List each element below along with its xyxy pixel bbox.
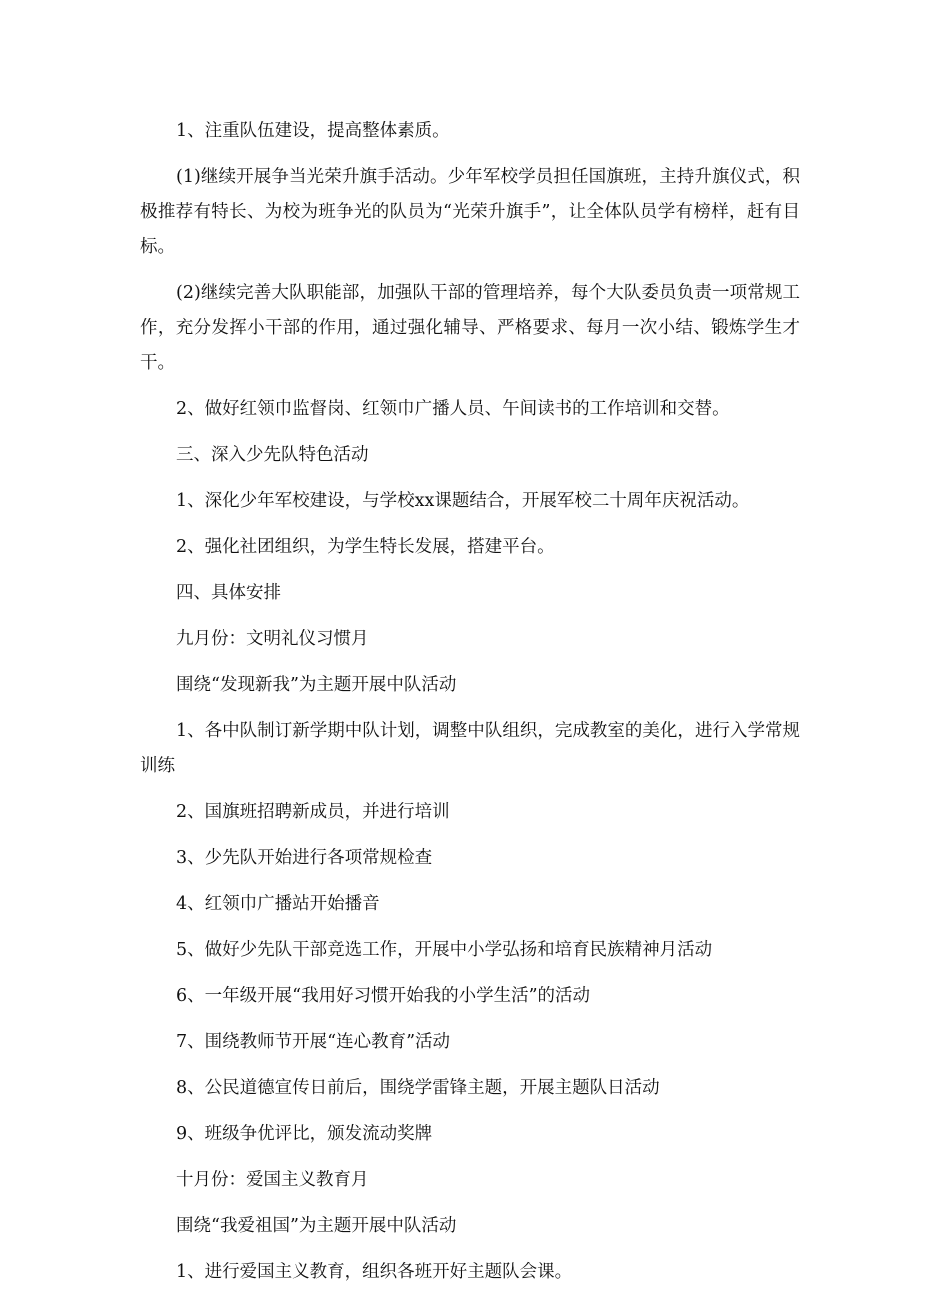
paragraph-9: 九月份：文明礼仪习惯月 bbox=[176, 629, 369, 649]
paragraph-22: 1、进行爱国主义教育，组织各班开好主题队会课。 bbox=[176, 1262, 573, 1282]
paragraph-15: 5、做好少先队干部竞选工作，开展中小学弘扬和培育民族精神月活动 bbox=[176, 940, 713, 960]
paragraph-11: 1、各中队制订新学期中队计划，调整中队组织，完成教室的美化，进行入学常规训练 bbox=[140, 721, 800, 776]
paragraph-2: (1)继续开展争当光荣升旗手活动。少年军校学员担任国旗班，主持升旗仪式，积极推荐有特长、为校为班争光的队员为“光荣升旗手”，让全体队员学有榜样，赶有目标。 bbox=[140, 167, 800, 257]
paragraph-6: 1、深化少年军校建设，与学校xx课题结合，开展军校二十周年庆祝活动。 bbox=[176, 491, 750, 511]
paragraph-18: 8、公民道德宣传日前后，围绕学雷锋主题，开展主题队日活动 bbox=[176, 1078, 660, 1098]
paragraph-19: 9、班级争优评比，颁发流动奖牌 bbox=[176, 1124, 433, 1144]
paragraph-7: 2、强化社团组织，为学生特长发展，搭建平台。 bbox=[176, 537, 555, 557]
paragraph-13: 3、少先队开始进行各项常规检查 bbox=[176, 848, 433, 868]
document-body bbox=[140, 114, 800, 1290]
paragraph-21: 围绕“我爱祖国”为主题开展中队活动 bbox=[176, 1216, 457, 1236]
paragraph-17: 7、围绕教师节开展“连心教育”活动 bbox=[176, 1032, 451, 1052]
paragraph-4: 2、做好红领巾监督岗、红领巾广播人员、午间读书的工作培训和交替。 bbox=[176, 399, 730, 419]
paragraph-16: 6、一年级开展“我用好习惯开始我的小学生活”的活动 bbox=[176, 986, 591, 1006]
paragraph-8: 四、具体安排 bbox=[176, 583, 281, 603]
paragraph-12: 2、国旗班招聘新成员，并进行培训 bbox=[176, 802, 450, 822]
paragraph-1: 1、注重队伍建设，提高整体素质。 bbox=[176, 121, 450, 141]
paragraph-3: (2)继续完善大队职能部，加强队干部的管理培养，每个大队委员负责一项常规工作，充分发挥小干部的作用，通过强化辅导、严格要求、每月一次小结、锻炼学生才干。 bbox=[140, 283, 800, 373]
paragraph-14: 4、红领巾广播站开始播音 bbox=[176, 894, 380, 914]
paragraph-5: 三、深入少先队特色活动 bbox=[176, 445, 369, 465]
paragraph-10: 围绕“发现新我”为主题开展中队活动 bbox=[176, 675, 457, 695]
paragraph-20: 十月份：爱国主义教育月 bbox=[176, 1170, 369, 1190]
